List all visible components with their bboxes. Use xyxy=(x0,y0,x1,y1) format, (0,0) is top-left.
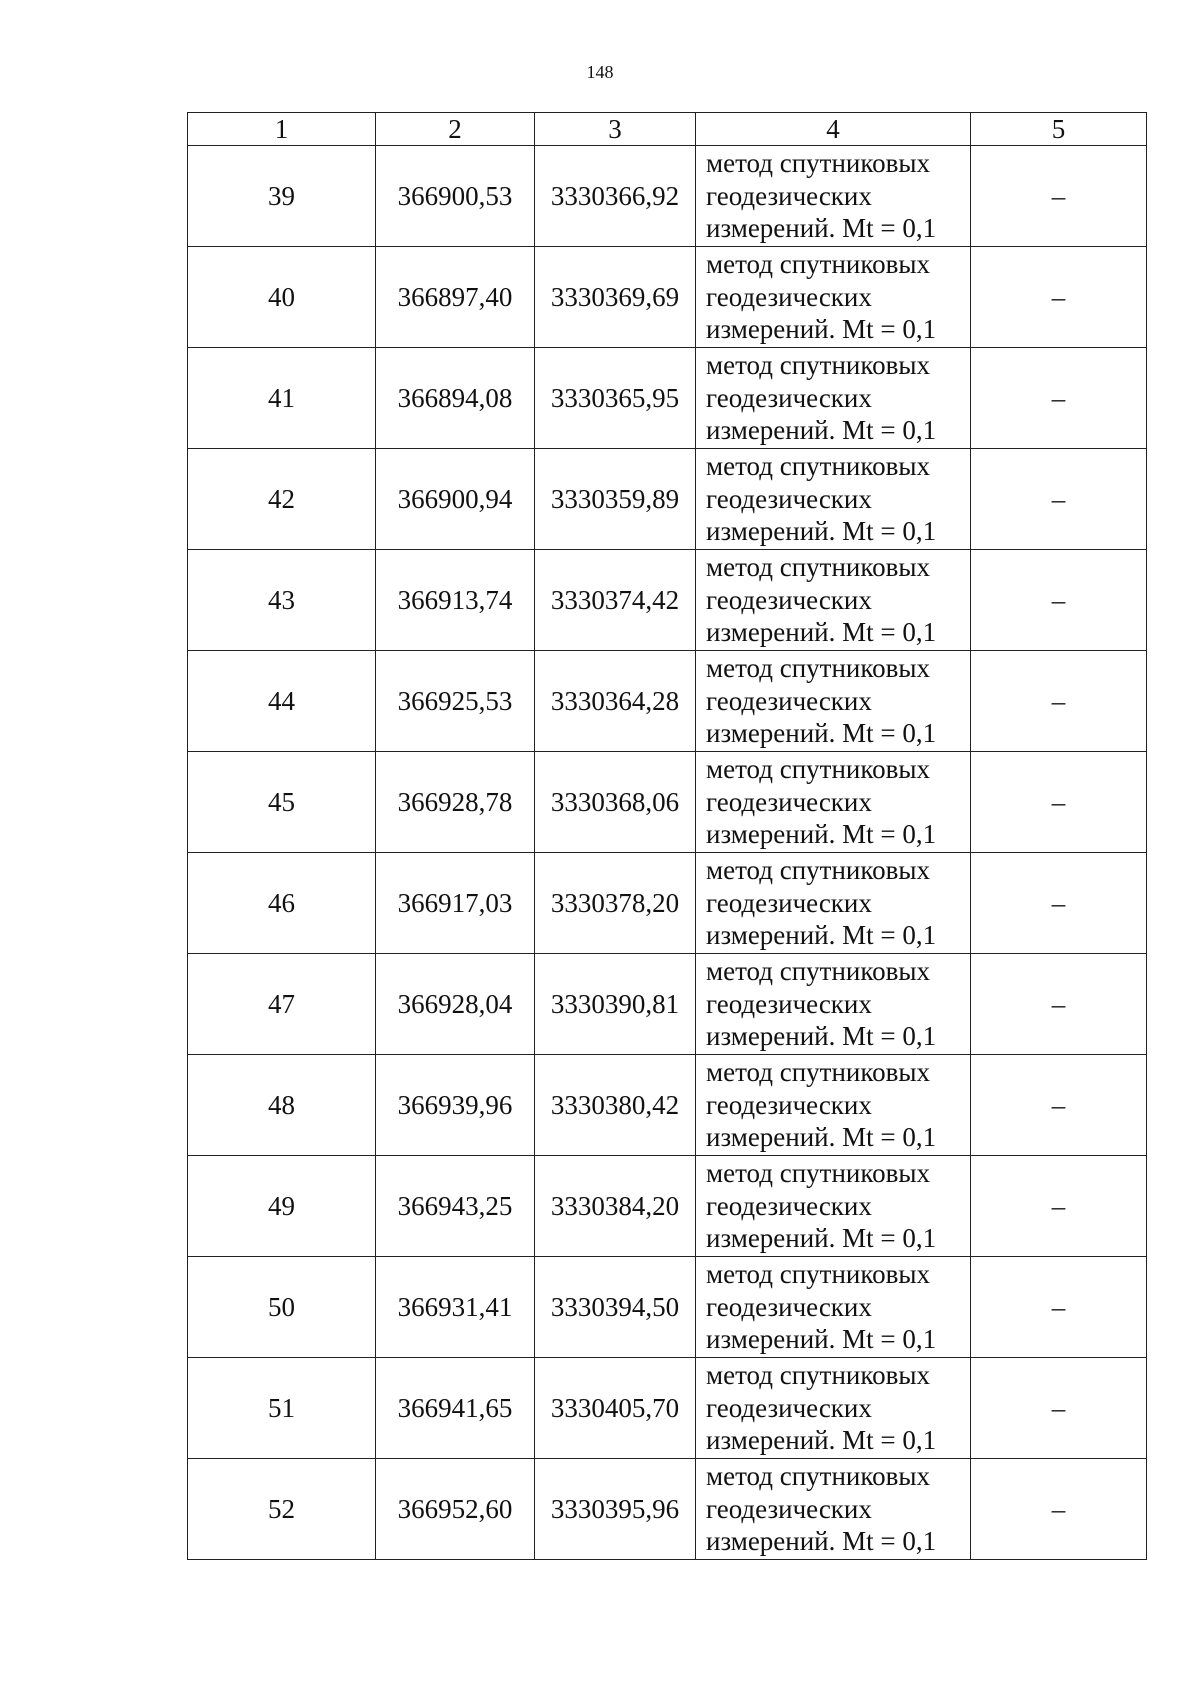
x-coordinate-cell: 366931,41 xyxy=(376,1257,535,1358)
column-header: 5 xyxy=(971,113,1147,146)
method-line: геодезических xyxy=(706,1089,872,1120)
point-number-cell: 48 xyxy=(188,1055,376,1156)
note-cell: – xyxy=(971,954,1147,1055)
method-line: геодезических xyxy=(706,483,872,514)
method-line: геодезических xyxy=(706,1493,872,1524)
table-row xyxy=(188,752,1147,853)
method-line: измерений. Mt = 0,1 xyxy=(706,314,937,345)
note-cell: – xyxy=(971,550,1147,651)
method-line: измерений. Mt = 0,1 xyxy=(706,819,937,850)
table-row xyxy=(188,449,1147,550)
table-row xyxy=(188,550,1147,651)
x-coordinate-cell: 366913,74 xyxy=(376,550,535,651)
point-number-cell: 45 xyxy=(188,752,376,853)
method-line: измерений. Mt = 0,1 xyxy=(706,1324,937,1355)
y-coordinate-cell: 3330395,96 xyxy=(535,1459,696,1560)
method-line: метод спутниковых xyxy=(706,855,930,886)
method-line: геодезических xyxy=(706,1190,872,1221)
method-line: измерений. Mt = 0,1 xyxy=(706,718,937,749)
note-cell: – xyxy=(971,1459,1147,1560)
y-coordinate-cell: 3330369,69 xyxy=(535,247,696,348)
column-header: 1 xyxy=(188,113,376,146)
x-coordinate-cell: 366900,94 xyxy=(376,449,535,550)
column-header: 4 xyxy=(696,113,971,146)
note-cell: – xyxy=(971,146,1147,247)
table-row xyxy=(188,1358,1147,1459)
method-line: метод спутниковых xyxy=(706,552,930,583)
y-coordinate-cell: 3330364,28 xyxy=(535,651,696,752)
table-row xyxy=(188,1055,1147,1156)
point-number-cell: 41 xyxy=(188,348,376,449)
point-number-cell: 51 xyxy=(188,1358,376,1459)
method-line: измерений. Mt = 0,1 xyxy=(706,1223,937,1254)
point-number-cell: 44 xyxy=(188,651,376,752)
method-line: измерений. Mt = 0,1 xyxy=(706,213,937,244)
method-cell xyxy=(696,550,971,651)
method-line: метод спутниковых xyxy=(706,451,930,482)
method-line: измерений. Mt = 0,1 xyxy=(706,1122,937,1153)
method-line: геодезических xyxy=(706,382,872,413)
method-cell xyxy=(696,853,971,954)
table-row xyxy=(188,954,1147,1055)
coordinates-table xyxy=(187,112,1147,1560)
note-cell: – xyxy=(971,752,1147,853)
y-coordinate-cell: 3330365,95 xyxy=(535,348,696,449)
method-line: метод спутниковых xyxy=(706,148,930,179)
method-cell xyxy=(696,1358,971,1459)
x-coordinate-cell: 366917,03 xyxy=(376,853,535,954)
method-line: измерений. Mt = 0,1 xyxy=(706,617,937,648)
method-line: геодезических xyxy=(706,281,872,312)
method-cell xyxy=(696,1055,971,1156)
method-cell xyxy=(696,247,971,348)
y-coordinate-cell: 3330368,06 xyxy=(535,752,696,853)
method-line: измерений. Mt = 0,1 xyxy=(706,1425,937,1456)
point-number-cell: 50 xyxy=(188,1257,376,1358)
y-coordinate-cell: 3330380,42 xyxy=(535,1055,696,1156)
table-row xyxy=(188,1459,1147,1560)
table-header-row xyxy=(188,113,1147,146)
point-number-cell: 47 xyxy=(188,954,376,1055)
table-row xyxy=(188,348,1147,449)
method-cell xyxy=(696,1257,971,1358)
note-cell: – xyxy=(971,1156,1147,1257)
column-header: 2 xyxy=(376,113,535,146)
y-coordinate-cell: 3330359,89 xyxy=(535,449,696,550)
method-line: метод спутниковых xyxy=(706,1158,930,1189)
method-cell xyxy=(696,651,971,752)
note-cell: – xyxy=(971,1257,1147,1358)
x-coordinate-cell: 366925,53 xyxy=(376,651,535,752)
point-number-cell: 52 xyxy=(188,1459,376,1560)
point-number-cell: 49 xyxy=(188,1156,376,1257)
y-coordinate-cell: 3330366,92 xyxy=(535,146,696,247)
method-line: метод спутниковых xyxy=(706,350,930,381)
point-number-cell: 43 xyxy=(188,550,376,651)
method-cell xyxy=(696,752,971,853)
method-line: метод спутниковых xyxy=(706,754,930,785)
method-line: метод спутниковых xyxy=(706,1259,930,1290)
method-cell xyxy=(696,146,971,247)
table-body xyxy=(188,113,1147,1560)
method-cell xyxy=(696,1459,971,1560)
method-line: геодезических xyxy=(706,1291,872,1322)
method-line: измерений. Mt = 0,1 xyxy=(706,1526,937,1557)
note-cell: – xyxy=(971,1358,1147,1459)
note-cell: – xyxy=(971,853,1147,954)
method-line: геодезических xyxy=(706,685,872,716)
y-coordinate-cell: 3330374,42 xyxy=(535,550,696,651)
x-coordinate-cell: 366939,96 xyxy=(376,1055,535,1156)
note-cell: – xyxy=(971,1055,1147,1156)
method-cell xyxy=(696,449,971,550)
y-coordinate-cell: 3330390,81 xyxy=(535,954,696,1055)
point-number-cell: 39 xyxy=(188,146,376,247)
method-line: геодезических xyxy=(706,180,872,211)
method-line: геодезических xyxy=(706,988,872,1019)
method-line: геодезических xyxy=(706,887,872,918)
x-coordinate-cell: 366928,78 xyxy=(376,752,535,853)
x-coordinate-cell: 366894,08 xyxy=(376,348,535,449)
method-line: метод спутниковых xyxy=(706,1461,930,1492)
x-coordinate-cell: 366952,60 xyxy=(376,1459,535,1560)
x-coordinate-cell: 366928,04 xyxy=(376,954,535,1055)
table-row xyxy=(188,146,1147,247)
note-cell: – xyxy=(971,247,1147,348)
method-line: измерений. Mt = 0,1 xyxy=(706,415,937,446)
table-row xyxy=(188,651,1147,752)
point-number-cell: 46 xyxy=(188,853,376,954)
note-cell: – xyxy=(971,651,1147,752)
method-line: геодезических xyxy=(706,786,872,817)
method-line: метод спутниковых xyxy=(706,956,930,987)
note-cell: – xyxy=(971,348,1147,449)
method-line: метод спутниковых xyxy=(706,653,930,684)
method-line: измерений. Mt = 0,1 xyxy=(706,1021,937,1052)
method-line: измерений. Mt = 0,1 xyxy=(706,516,937,547)
method-line: метод спутниковых xyxy=(706,1360,930,1391)
table-row xyxy=(188,247,1147,348)
x-coordinate-cell: 366943,25 xyxy=(376,1156,535,1257)
y-coordinate-cell: 3330394,50 xyxy=(535,1257,696,1358)
x-coordinate-cell: 366897,40 xyxy=(376,247,535,348)
y-coordinate-cell: 3330405,70 xyxy=(535,1358,696,1459)
y-coordinate-cell: 3330384,20 xyxy=(535,1156,696,1257)
method-cell xyxy=(696,348,971,449)
y-coordinate-cell: 3330378,20 xyxy=(535,853,696,954)
method-line: измерений. Mt = 0,1 xyxy=(706,920,937,951)
method-line: геодезических xyxy=(706,584,872,615)
x-coordinate-cell: 366941,65 xyxy=(376,1358,535,1459)
method-cell xyxy=(696,954,971,1055)
table-row xyxy=(188,1257,1147,1358)
method-line: метод спутниковых xyxy=(706,1057,930,1088)
x-coordinate-cell: 366900,53 xyxy=(376,146,535,247)
method-line: геодезических xyxy=(706,1392,872,1423)
note-cell: – xyxy=(971,449,1147,550)
column-header: 3 xyxy=(535,113,696,146)
point-number-cell: 42 xyxy=(188,449,376,550)
method-cell xyxy=(696,1156,971,1257)
point-number-cell: 40 xyxy=(188,247,376,348)
page-number: 148 xyxy=(586,62,614,82)
table-row xyxy=(188,1156,1147,1257)
table-row xyxy=(188,853,1147,954)
method-line: метод спутниковых xyxy=(706,249,930,280)
